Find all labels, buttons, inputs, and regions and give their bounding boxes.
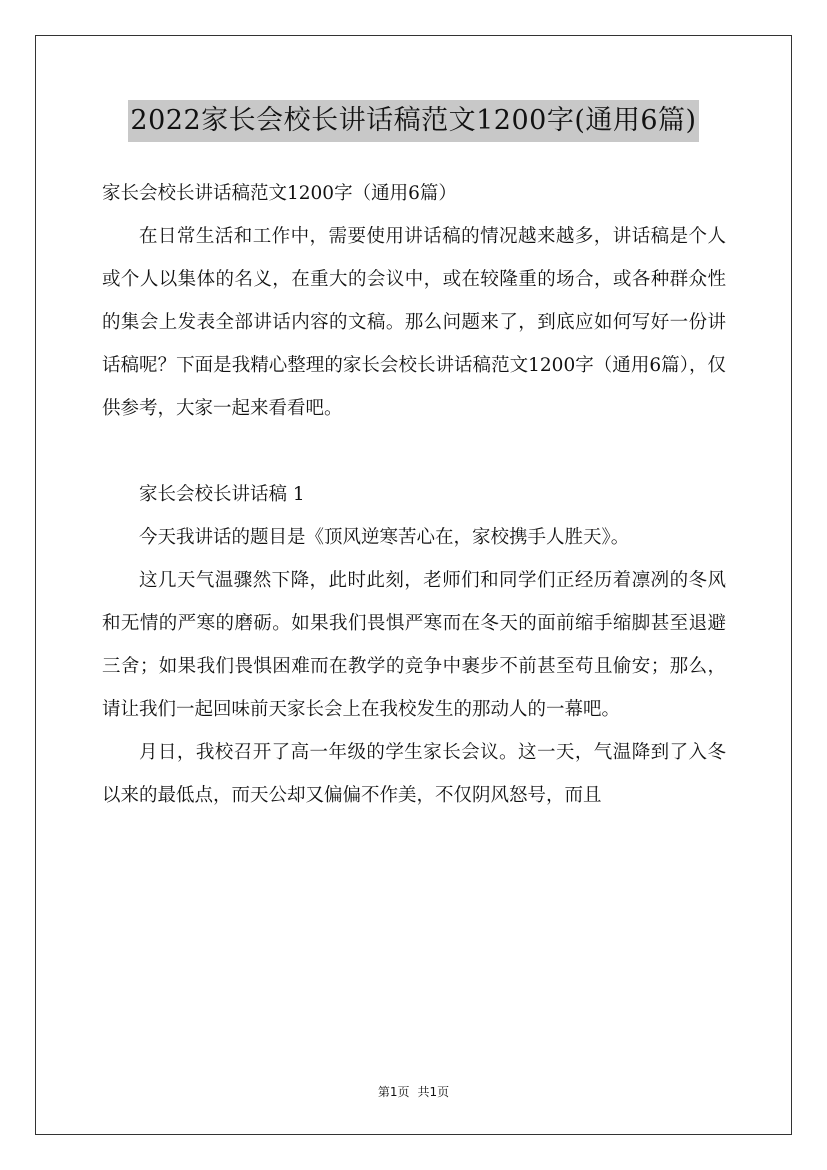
body-paragraph-3: 月日，我校召开了高一年级的学生家长会议。这一天，气温降到了入冬以来的最低点，而天公却又偏偏不作美，不仅阴风怒号，而且: [102, 742, 726, 806]
document-subtitle: 家长会校长讲话稿范文1200字（通用6篇）: [102, 183, 457, 204]
body-paragraph-2: 这几天气温骤然下降，此时此刻，老师们和同学们正经历着凛冽的冬风和无情的严寒的磨砺。如果我们畏惧严寒而在冬天的面前缩手缩脚甚至退避三舍；如果我们畏惧困难而在教学的竞争中裹步不前甚至苟且偷安；那么，请让我们一起回味前天家长会上在我校发生的那动人的一幕吧。: [102, 570, 726, 720]
page-footer: [0, 1083, 827, 1101]
body-paragraph-1: 今天我讲话的题目是《顶风逆寒苦心在，家校携手人胜天》。: [139, 527, 630, 548]
section-heading: 家长会校长讲话稿 1: [139, 484, 305, 505]
title-container: [0, 100, 827, 142]
page-total: 共1页: [417, 1085, 450, 1099]
page-number: 第1页: [377, 1085, 410, 1099]
document-body: [102, 172, 726, 817]
intro-paragraph: 在日常生活和工作中，需要使用讲话稿的情况越来越多，讲话稿是个人或个人以集体的名义，在重大的会议中，或在较隆重的场合，或各种群众性的集会上发表全部讲话内容的文稿。那么问题来了，到底应如何写好一份讲话稿呢？下面是我精心整理的家长会校长讲话稿范文1200字（通用6篇），仅供参考，大家一起来看看吧。: [102, 226, 726, 419]
document-title: 2022家长会校长讲话稿范文1200字(通用6篇): [128, 100, 698, 142]
paragraph-spacer: [102, 430, 726, 473]
